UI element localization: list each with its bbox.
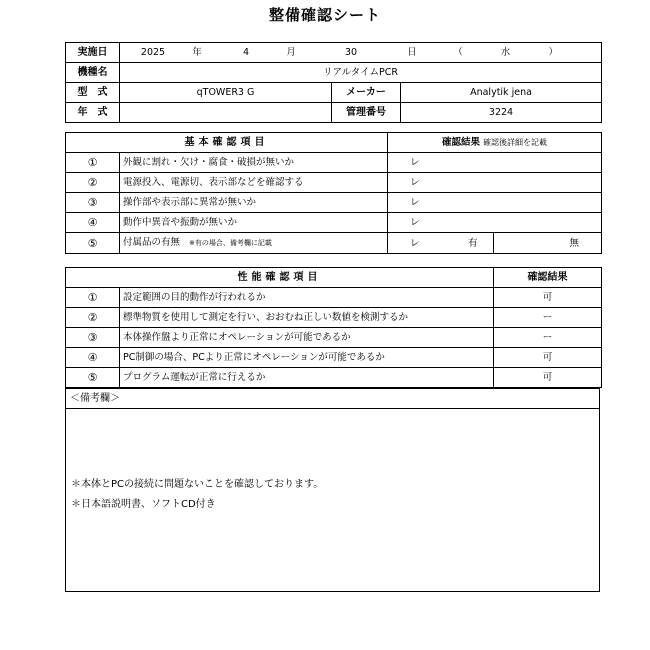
basic-item-text: 動作中異音や振動が無いか [120,213,388,233]
performance-item-text: 本体操作盤より正常にオペレーションが可能であるか [120,328,494,348]
accessories-no-label: 無 [494,233,602,254]
basic-item-number: ② [66,173,120,193]
basic-header-row [66,133,602,153]
mgmt-label: 管理番号 [332,103,401,123]
basic-item-text: 電源投入、電源切、表示部などを確認する [120,173,388,193]
basic-row [66,213,602,233]
accessories-note: ※有の場合、備考欄に記載 [189,239,272,247]
performance-row [66,288,602,308]
basic-result-note: 確認後詳細を記載 [483,138,548,147]
performance-item-result: ー [494,308,602,328]
maker-value: Analytik jena [401,83,602,103]
day-unit: 日 [407,47,417,58]
weekday-open: （ [453,47,463,58]
model-label: 型 式 [66,83,120,103]
maker-label: メーカー [332,83,401,103]
performance-result-header: 確認結果 [494,268,602,288]
performance-item-number: ④ [66,348,120,368]
month-value: 4 [242,47,250,58]
performance-header: 性能確認項目 [66,268,494,288]
accessories-label: 付属品の有無 [123,237,181,248]
performance-item-result: ー [494,328,602,348]
month-unit: 月 [286,47,296,58]
year-label: 年 式 [66,103,120,123]
basic-item-number: ④ [66,213,120,233]
basic-item-text: 操作部や表示部に異常が無いか [120,193,388,213]
performance-row [66,328,602,348]
basic-row [66,193,602,213]
performance-row [66,308,602,328]
year-value: 2025 [140,47,166,58]
performance-item-text: PC制御の場合、PCより正常にオペレーションが可能であるか [120,348,494,368]
performance-item-number: ① [66,288,120,308]
basic-check-table [65,132,602,254]
day-value: 30 [344,47,358,58]
basic-item-check: レ [388,153,602,173]
page-title: 整備確認シート [268,6,381,24]
performance-item-text: プログラム運転が正常に行えるか [120,368,494,388]
date-label: 実施日 [66,43,120,63]
basic-result-header [388,133,602,153]
model-type-label: 機種名 [66,63,120,83]
basic-item-number: ⑤ [66,233,120,254]
model-value: qTOWER3 G [120,83,332,103]
date-row [66,43,602,63]
model-row [66,83,602,103]
model-type-row [66,63,602,83]
performance-item-result: 可 [494,288,602,308]
performance-item-result: 可 [494,348,602,368]
performance-check-table [65,267,602,388]
remarks-box [65,388,600,592]
basic-row [66,153,602,173]
weekday-value: 水 [500,47,511,58]
basic-item-text: 外観に割れ・欠け・腐食・破損が無いか [120,153,388,173]
basic-row [66,173,602,193]
weekday-close: ） [548,47,558,58]
basic-item-check: レ [388,173,602,193]
basic-item-number: ③ [66,193,120,213]
performance-item-text: 標準物質を使用して測定を行い、おおむね正しい数値を検測するか [120,308,494,328]
performance-item-number: ③ [66,328,120,348]
basic-row-accessories [66,233,602,254]
basic-result-label: 確認結果 [441,137,480,148]
date-value [120,43,602,63]
accessories-yes-label: 有 [468,237,478,249]
basic-item-number: ① [66,153,120,173]
performance-item-number: ② [66,308,120,328]
year-model-value [120,103,332,123]
year-row [66,103,602,123]
remarks-note: ＊本体とPCの接続に問題ないことを確認しております。 [71,479,324,490]
basic-header: 基本確認項目 [66,133,388,153]
mgmt-value: 3224 [401,103,602,123]
basic-item-check: レ [388,193,602,213]
year-unit: 年 [192,47,202,58]
accessories-yes-cell [388,233,494,254]
accessories-check: レ [410,237,420,249]
performance-row [66,348,602,368]
info-table [65,42,602,123]
remarks-label: ＜備考欄＞ [66,389,599,409]
remarks-note: ＊日本語説明書、ソフトCD付き [71,499,216,510]
performance-header-row [66,268,602,288]
performance-item-result: 可 [494,368,602,388]
basic-item-check: レ [388,213,602,233]
performance-item-number: ⑤ [66,368,120,388]
performance-row [66,368,602,388]
model-type-value: リアルタイムPCR [120,63,602,83]
basic-item-text [120,233,388,254]
performance-item-text: 設定範囲の目的動作が行われるか [120,288,494,308]
